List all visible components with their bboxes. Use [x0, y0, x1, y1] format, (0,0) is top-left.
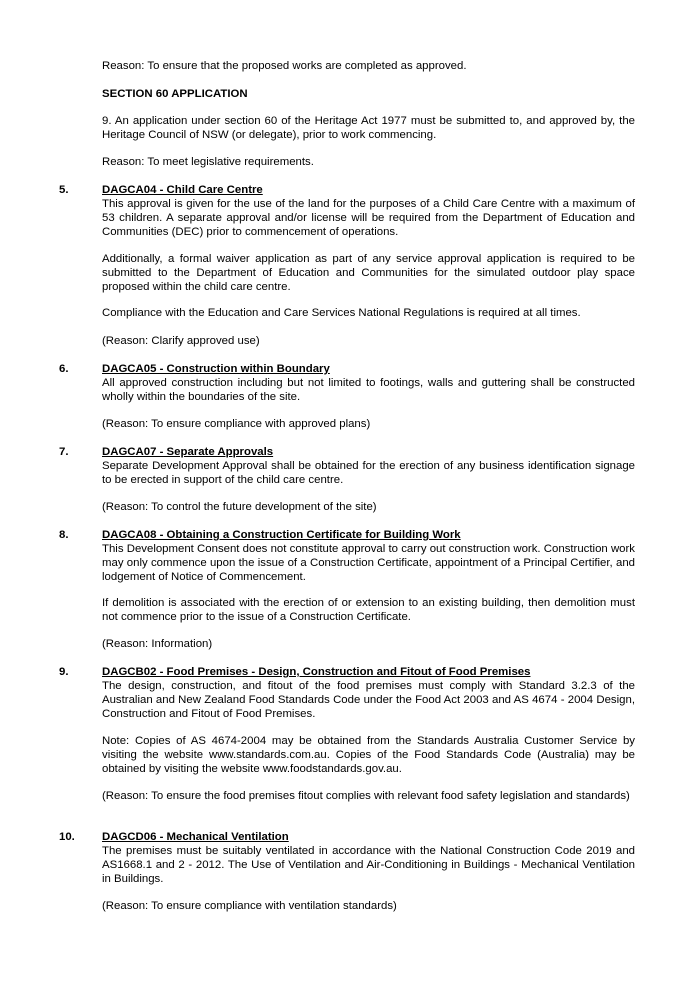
section-60-heading: SECTION 60 APPLICATION	[102, 88, 248, 100]
section-60-reason: Reason: To meet legislative requirements.	[102, 156, 314, 168]
condition-number: 10.	[59, 831, 75, 843]
condition-number: 7.	[59, 446, 69, 458]
condition-paragraph: If demolition is associated with the erection of or extension to an existing building, then demolition must not commence prior to the issue of a Construction Certificate.	[102, 597, 635, 623]
condition-reason: (Reason: Information)	[102, 638, 213, 650]
condition-paragraph: Additionally, a formal waiver application as part of any service approval application is required to be submitted to the Department of Education and Communities for the simulated outdoor play space proposed within the child care centre.	[102, 253, 635, 293]
condition-paragraph: This approval is given for the use of the land for the purposes of a Child Care Centre with a maximum of 53 children. A separate approval and/or license will be required from the Department of Education and Communities (DEC) prior to commencement of operations.	[102, 198, 635, 238]
condition-paragraph: Separate Development Approval shall be obtained for the erection of any business identification signage to be erected in support of the child care centre.	[102, 460, 635, 486]
condition-number: 9.	[59, 666, 69, 678]
section-60-item-9: 9. An application under section 60 of the Heritage Act 1977 must be submitted to, and approved by, the Heritage Council of NSW (or delegate), prior to work commencing.	[102, 115, 635, 141]
condition-note: Note: Copies of AS 4674-2004 may be obtained from the Standards Australia Customer Service by visiting the website www.standards.com.au. Copies of the Food Standards Code (Australia) may be obtained by visiting the website www.foodstandards.gov.au.	[102, 735, 635, 775]
condition-paragraph: The design, construction, and fitout of the food premises must comply with Standard 3.2.3 of the Australian and New Zealand Food Standards Code under the Food Act 2003 and AS 4674 - 2004 Design, Construction and Fitout of Food Premises.	[102, 680, 635, 720]
condition-reason: (Reason: To ensure the food premises fitout complies with relevant food safety legislation and standards)	[102, 790, 630, 802]
condition-heading: DAGCD06 - Mechanical Ventilation	[102, 831, 289, 843]
condition-reason: (Reason: To control the future development of the site)	[102, 501, 377, 513]
condition-number: 5.	[59, 184, 69, 196]
condition-reason: (Reason: Clarify approved use)	[102, 335, 260, 347]
condition-paragraph: The premises must be suitably ventilated in accordance with the National Construction Code 2019 and AS1668.1 and 2 - 2012. The Use of Ventilation and Air-Conditioning in Buildings - Mechanical Ventilation in Buildings.	[102, 845, 635, 885]
condition-paragraph: All approved construction including but not limited to footings, walls and guttering shall be constructed wholly within the boundaries of the site.	[102, 377, 635, 403]
condition-paragraph: Compliance with the Education and Care Services National Regulations is required at all times.	[102, 307, 581, 319]
condition-reason: (Reason: To ensure compliance with ventilation standards)	[102, 900, 397, 912]
intro-reason: Reason: To ensure that the proposed works are completed as approved.	[102, 60, 467, 72]
condition-heading: DAGCA07 - Separate Approvals	[102, 446, 274, 458]
condition-paragraph: This Development Consent does not constitute approval to carry out construction work. Construction work may only commence upon the issue of a Construction Certificate, appointment of a Principal Certifier, and lodgement of Notice of Commencement.	[102, 543, 635, 583]
condition-number: 6.	[59, 363, 69, 375]
condition-heading: DAGCA05 - Construction within Boundary	[102, 363, 330, 375]
condition-number: 8.	[59, 529, 69, 541]
condition-heading: DAGCA04 - Child Care Centre	[102, 184, 263, 196]
condition-reason: (Reason: To ensure compliance with approved plans)	[102, 418, 371, 430]
condition-heading: DAGCA08 - Obtaining a Construction Certificate for Building Work	[102, 529, 461, 541]
condition-heading: DAGCB02 - Food Premises - Design, Construction and Fitout of Food Premises	[102, 666, 531, 678]
